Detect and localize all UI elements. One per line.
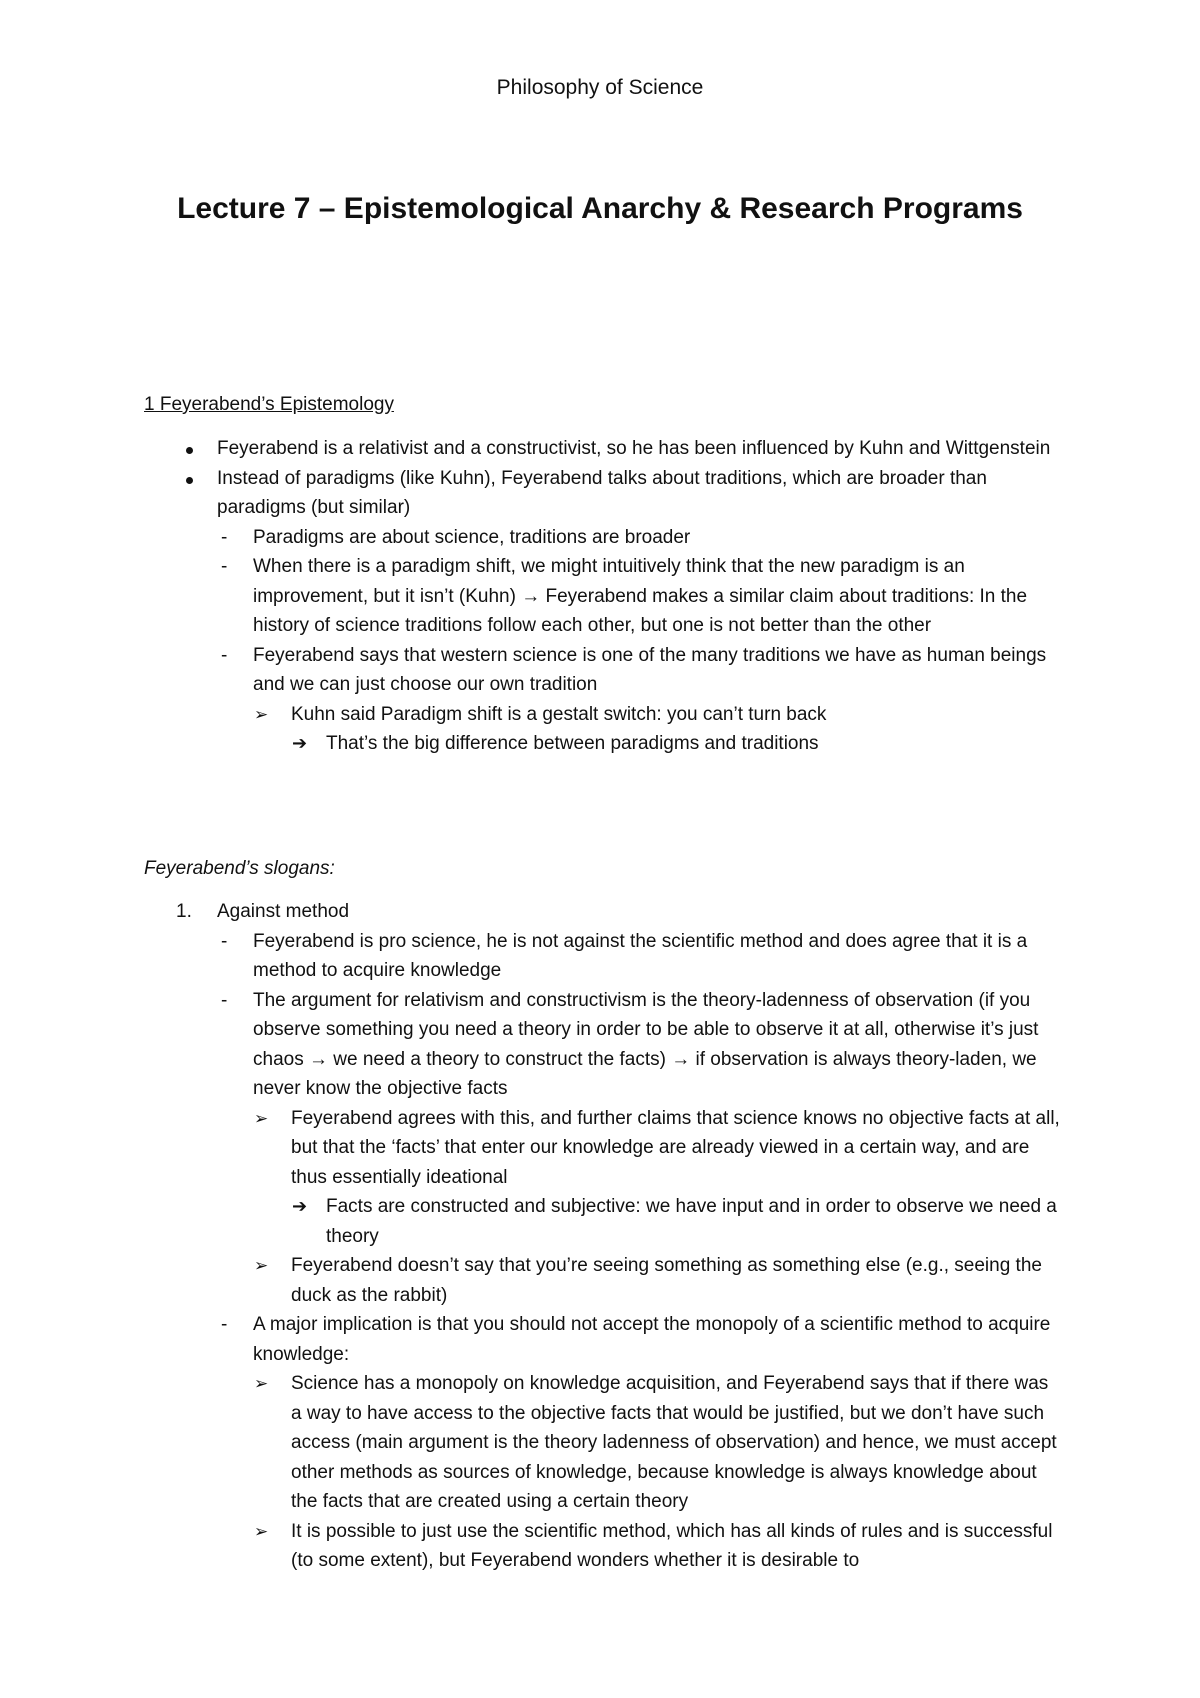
course-header: Philosophy of Science bbox=[496, 76, 704, 99]
right-arrow-bullet-icon: ➔ bbox=[292, 733, 308, 753]
dash-marker: - bbox=[221, 930, 228, 952]
list-item-text: Feyerabend says that western science is one of the many traditions we have as human beings and we can just choose our own tradition bbox=[253, 644, 1047, 695]
arrowhead-bullet-icon: ➢ bbox=[254, 1108, 269, 1128]
number-marker: 1. bbox=[176, 901, 192, 922]
arrowhead-bullet-icon: ➢ bbox=[254, 1374, 269, 1393]
list-item bbox=[0, 700, 1064, 730]
dash-marker: - bbox=[221, 556, 228, 577]
list-item-text: Instead of paradigms (like Kuhn), Feyerabend talks about traditions, which are broader than paradigms (but similar) bbox=[217, 467, 987, 518]
list-item bbox=[0, 1251, 1064, 1310]
lecture-title: Lecture 7 – Epistemological Anarchy & Research Programs bbox=[177, 192, 1023, 225]
list-item-text: A major implication is that you should not accept the monopoly of a scientific method to acquire knowledge: bbox=[253, 1314, 1051, 1365]
section-heading: 1 Feyerabend’s Epistemology bbox=[144, 394, 394, 415]
dash-marker: - bbox=[221, 989, 228, 1011]
list-item-text: Kuhn said Paradigm shift is a gestalt switch: you can’t turn back bbox=[291, 703, 827, 725]
list-item bbox=[0, 986, 1064, 1104]
list-item bbox=[0, 927, 1064, 986]
dash-marker: - bbox=[221, 1314, 228, 1335]
list-item bbox=[0, 1192, 1064, 1251]
list-item bbox=[0, 1517, 1064, 1576]
list-item-text: Feyerabend is pro science, he is not against the scientific method and does agree that it is a method to acquire knowledge bbox=[253, 930, 1028, 981]
list-item bbox=[0, 523, 1064, 553]
list-item-text: Feyerabend is a relativist and a constructivist, so he has been influenced by Kuhn and Wittgenstein bbox=[217, 438, 1051, 459]
list-item-text: It is possible to just use the scientific method, which has all kinds of rules and is successful (to some extent), but Feyerabend wonders whether it is desirable to bbox=[291, 1520, 1053, 1571]
slogans-heading: Feyerabend’s slogans: bbox=[144, 858, 335, 879]
right-arrow-bullet-icon: ➔ bbox=[292, 1196, 308, 1216]
list-item bbox=[0, 464, 1064, 523]
list-item bbox=[0, 897, 1064, 927]
list-item-text: Feyerabend doesn’t say that you’re seeing something as something else (e.g., seeing the duck as the rabbit) bbox=[291, 1255, 1042, 1306]
list-item-text: Feyerabend agrees with this, and further claims that science knows no objective facts at all, but that the ‘facts’ that enter our knowledge are already viewed in a certain way, and are thus essentially ideational bbox=[291, 1107, 1060, 1188]
dash-marker: - bbox=[221, 526, 228, 548]
bullet-dot-icon bbox=[186, 464, 193, 494]
list-item-text: Science has a monopoly on knowledge acquisition, and Feyerabend says that if there was a way to have access to the objective facts that would be justified, but we don’t have such access (main argument is the theory ladenness of observation) and hence, we must accept other methods as sources of knowledge, because knowledge is always knowledge about the facts that are created using a certain theory bbox=[291, 1373, 1057, 1512]
list-item-text: Facts are constructed and subjective: we have input and in order to observe we need a theory bbox=[326, 1196, 1057, 1247]
arrowhead-bullet-icon: ➢ bbox=[254, 704, 269, 724]
list-item-text: Paradigms are about science, traditions are broader bbox=[253, 526, 691, 548]
slogans-list bbox=[0, 897, 1200, 1576]
list-item bbox=[0, 1104, 1064, 1193]
list-item bbox=[0, 1310, 1064, 1369]
list-item bbox=[0, 1369, 1064, 1517]
arrowhead-bullet-icon: ➢ bbox=[254, 1256, 269, 1275]
list-item-text: Against method bbox=[217, 901, 350, 922]
list-item-text: That’s the big difference between paradigms and traditions bbox=[326, 733, 819, 754]
arrowhead-bullet-icon: ➢ bbox=[254, 1521, 269, 1541]
section-1-list bbox=[0, 434, 1200, 759]
list-item-text: When there is a paradigm shift, we might intuitively think that the new paradigm is an improvement, but it isn’t (Kuhn) → Feyerabend makes a similar claim about traditions: In the history of science traditions follow each other, but one is not better than the other bbox=[253, 556, 1028, 636]
dash-marker: - bbox=[221, 644, 228, 666]
list-item bbox=[0, 641, 1064, 700]
list-item bbox=[0, 434, 1064, 464]
list-item-text: The argument for relativism and constructivism is the theory-ladenness of observation (if you observe something you need a theory in order to be able to observe it at all, otherwise it’s just chaos → we need a theory to construct the facts) → if observation is always theory-laden, we never know the objective facts bbox=[253, 989, 1039, 1099]
list-item bbox=[0, 552, 1064, 641]
list-item bbox=[0, 729, 1064, 759]
bullet-dot-icon bbox=[186, 434, 193, 464]
